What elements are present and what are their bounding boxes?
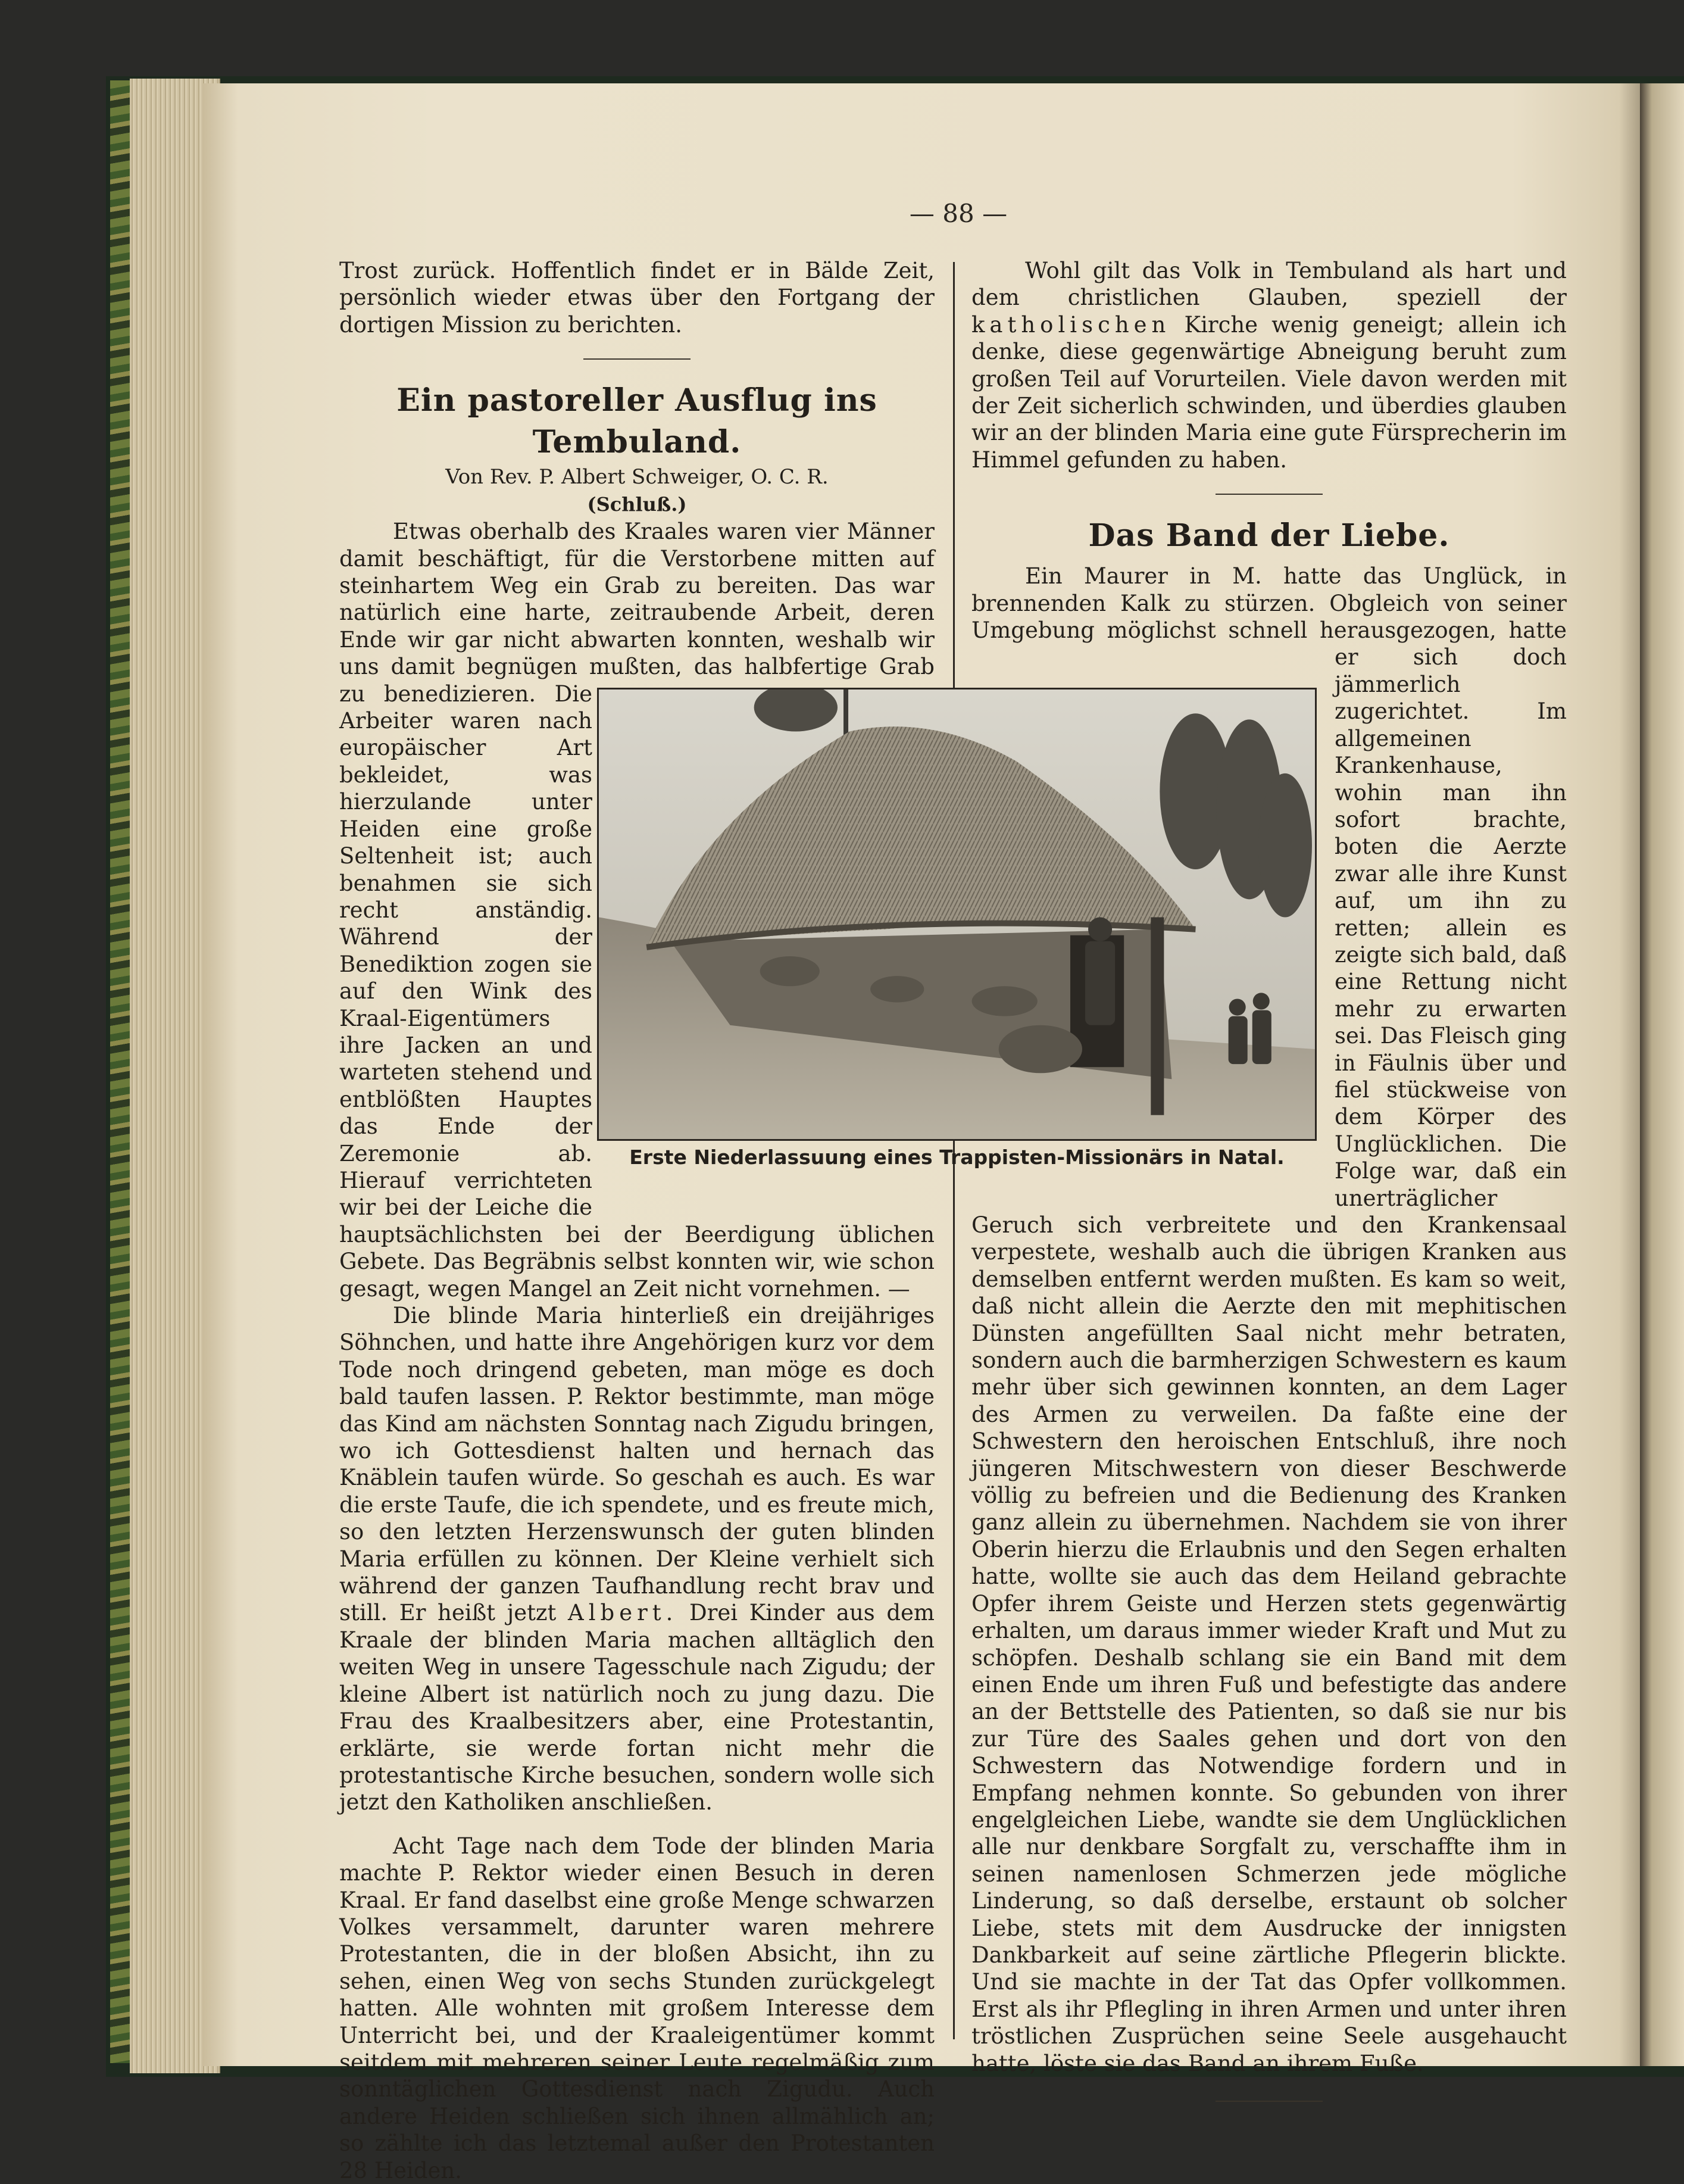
- body-paragraph: Acht Tage nach dem Tode der blinden Maria machte P. Rektor wieder einen Besuch in deren Kraal. Er fand daselbst eine große Menge schwarzen Volkes versammelt, darunter waren mehrere Protestanten, die in der bloßen Absicht, ihn zu sehen, einen Weg von sechs Stunden zurückgelegt hatten. Alle wohnten mit großem Interesse dem Unterricht bei, und der Kraaleigentümer kommt seitdem mit mehreren seiner Leute regelmäßig zum sonntäglichen Gottesdienst nach Zigudu. Auch andere Heiden schließen sich ihnen allmählich an; so zählte ich das letztemal außer den Protestanten 28 Heiden.: [339, 1833, 935, 2183]
- intro-paragraph: Trost zurück. Hoffentlich findet er in Bälde Zeit, persönlich wieder etwas über den Fortgang der dortigen Mission zu berichten.: [339, 258, 935, 338]
- article-title: Das Band der Liebe.: [1088, 517, 1450, 554]
- facing-page-edge: [1640, 83, 1684, 2066]
- photo-trappist-settlement: [597, 688, 1317, 1141]
- emphasized-name: Albert.: [567, 1600, 678, 1626]
- continuation-note: (Schluß.): [587, 493, 687, 516]
- body-paragraph: Die blinde Maria hinterließ ein dreijähriges Söhnchen, und hatte ihre Angehörigen kurz vor dem Tode noch dringend gebeten, man möge es doch bald taufen lassen. P. Rektor bestimmte, man möge das Kind am nächsten Sonntag nach Zigudu bringen, wo ich Gottesdienst halten und hernach das Knäblein taufen würde. So geschah es auch. Es war die erste Taufe, die ich spendete, und es freute mich, so den letzten Herzenswunsch der guten blinden Maria erfüllen zu können. Der Kleine verhielt sich während der ganzen Taufhandlung recht brav und still. Er heißt jetzt: [339, 1303, 935, 1626]
- article-byline: Von Rev. P. Albert Schweiger, O. C. R.: [445, 465, 829, 489]
- article-title: Ein pastoreller Ausflug ins Tembuland.: [396, 382, 877, 461]
- hut-photo-illustration: [599, 689, 1315, 1139]
- left-column: [339, 257, 935, 2184]
- body-paragraph: Etwas oberhalb des Kraales waren vier Männer damit beschäftigt, für die Verstorbene mitten auf steinhartem Weg ein Grab zu bereiten. Das war natürlich eine harte, zeitraubende Arbeit, deren Ende wir gar nicht abwarten konnten, weshalb wir uns damit begnügen mußten, das halbfertige Grab zu benedizieren. Die Arbeiter waren nach europäischer Art bekleidet, was hierzulande unter Heiden eine große Seltenheit ist; auch benahmen sie sich recht anständig. Während der Benediktion zogen sie auf den Wink des Kraal-Eigentümers ihre Jacken an und warteten stehend und entblößten Hauptes das Ende der Zeremonie ab. Hierauf verrichteten wir bei der Leiche die hauptsächlichsten bei der Beerdigung üblichen Gebete. Das Begräbnis selbst konnten wir, wie schon gesagt, wegen Mangel an Zeit nicht vornehmen. —: [339, 519, 935, 1302]
- figure-caption: Erste Niederlassuung eines Trappisten-Missionärs in Natal.: [629, 1146, 1285, 1169]
- section-rule: [1216, 494, 1323, 495]
- right-column: [971, 257, 1567, 2122]
- body-paragraph: Kirche wenig geneigt; allein ich denke, diese gegenwärtige Abneigung beruht zum großen Teil auf Vorurteilen. Viele davon werden mit der Zeit sicherlich schwinden, und überdies glauben wir an der blinden Maria eine gute Fürsprecherin im Himmel gefunden zu haben.: [971, 311, 1567, 473]
- body-paragraph: Drei Kinder aus dem Kraale der blinden Maria machen alltäglich den weiten Weg in unsere Tagesschule nach Zigudu; der kleine Albert ist natürlich noch zu jung dazu. Die Frau des Kraalbesitzers aber, eine Protestantin, erklärte, sie werde fortan nicht mehr die protestantische Kirche besuchen, sondern wolle sich jetzt den Katholiken anschließen.: [339, 1600, 935, 1815]
- end-rule: [1216, 2101, 1323, 2102]
- body-paragraph: Wohl gilt das Volk in Tembuland als hart und dem christlichen Glauben, speziell der: [971, 258, 1567, 311]
- page-number: — 88 —: [909, 199, 1008, 228]
- section-rule: [583, 358, 691, 360]
- emphasized-word: katholischen: [971, 311, 1171, 338]
- body-paragraph: Ein Maurer in M. hatte das Unglück, in brennenden Kalk zu stürzen. Obgleich von seiner Umgebung möglichst schnell herausgezogen, hatte er sich doch jämmerlich zugerichtet. Im allgemeinen Krankenhause, wohin man ihn sofort brachte, boten die Aerzte zwar alle ihre Kunst auf, um ihn zu retten; allein es zeigte sich bald, daß eine Rettung nicht mehr zu erwarten sei. Das Fleisch ging in Fäulnis über und fiel stückweise von dem Körper des Unglücklichen. Die Folge war, daß ein unerträglicher Geruch sich verbreitete und den Krankensaal verpestete, weshalb auch die übrigen Kranken aus demselben entfernt werden mußten. Es kam so weit, daß nicht allein die Aerzte den mit mephitischen Dünsten angefüllten Saal nicht mehr betraten, sondern auch die barmherzigen Schwestern es kaum mehr über sich gewinnen konnten, an dem Lager des Armen zu verweilen. Da faßte eine der Schwestern den heroischen Entschluß, ihre noch jüngeren Mitschwestern von dieser Beschwerde völlig zu befreien und die Bedienung des Kranken ganz allein zu übernehmen. Nachdem sie von ihrer Oberin hierzu die Erlaubnis und den Segen erhalten hatte, wollte sie auch das dem Heiland gebrachte Opfer ihrem Geiste und Herzen stets gegenwärtig erhalten, um daraus immer wieder Kraft und Mut zu schöpfen. Deshalb schlang sie ein Band mit dem einen Ende um ihren Fuß und befestigte das andere an der Bettstelle des Patienten, so daß sie nur bis zur Türe des Saales gehen und dort von den Schwestern das Notwendige fordern und in Empfang nehmen konnte. So gebunden von ihrer engelgleichen Liebe, wandte sie dem Unglücklichen alle nur denkbare Sorgfalt zu, verschaffte ihm in seinen namenlosen Schmerzen jede mögliche Linderung, so daß derselbe, erstaunt ob solcher Liebe, stets mit dem Ausdrucke der innigsten Dankbarkeit auf seine zärtliche Pflegerin blickte. Und sie machte in der Tat das Opfer vollkommen. Erst als ihr Pflegling in ihren Armen und unter ihren tröstlichen Zusprüchen seine Seele ausgehaucht hatte, löste sie das Band an ihrem Fuße.: [971, 563, 1567, 2076]
